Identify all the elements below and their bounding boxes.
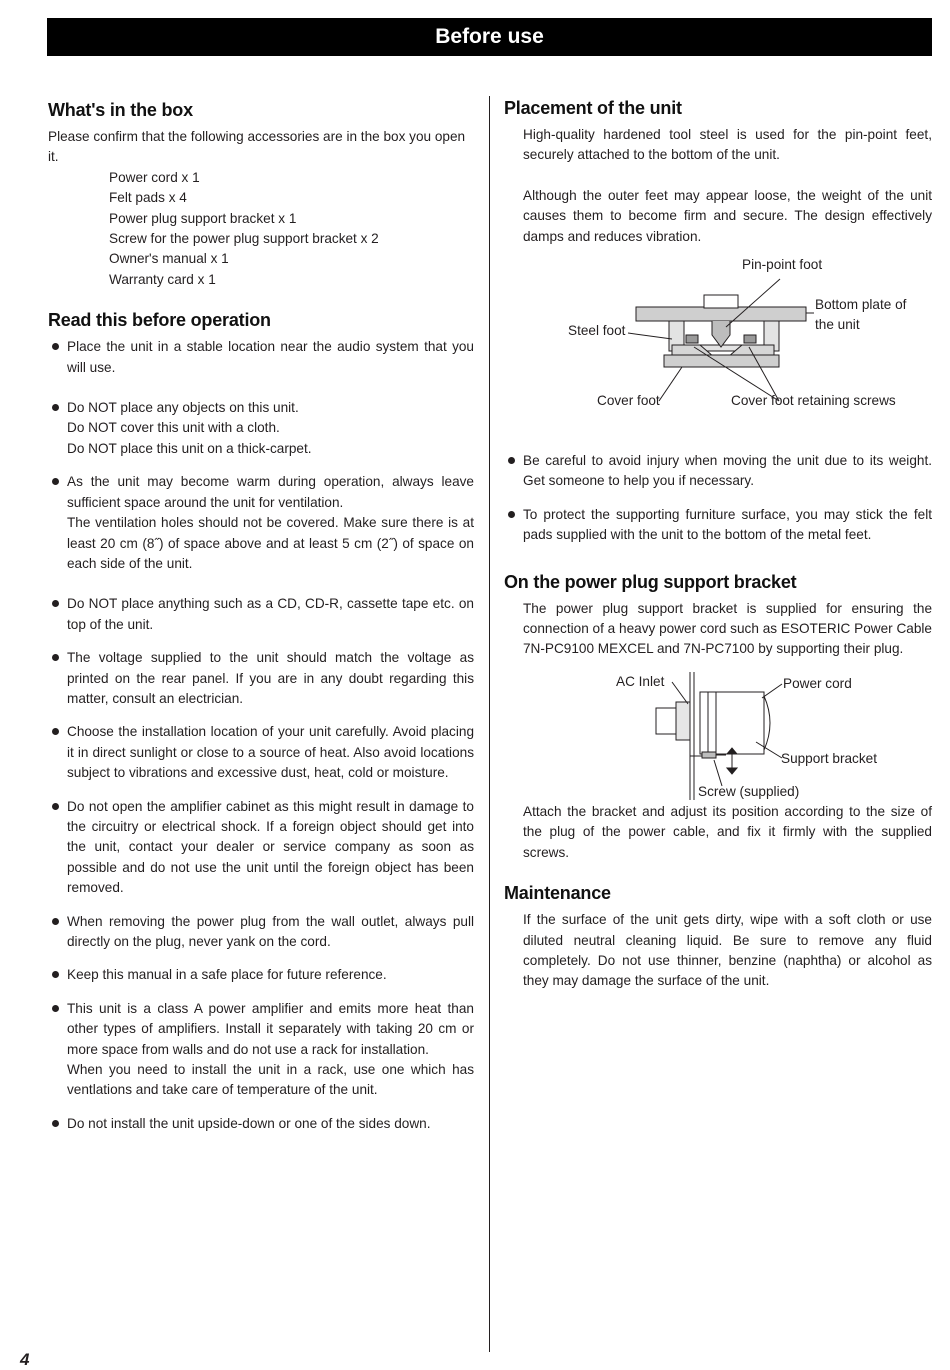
bullet-text: The voltage supplied to the unit should match the voltage as printed on the rear panel. If you are in any doubt regarding this matter, consult an electrician. — [67, 650, 474, 706]
section-title: Before use — [435, 25, 544, 48]
label-pin-point-foot: Pin-point foot — [742, 257, 823, 273]
bullet-icon — [52, 600, 59, 607]
list-item: Power cord x 1 — [109, 169, 200, 185]
bracket-paragraph-2: Attach the bracket and adjust its position according to the size of the plug of the power cable, and fix it firmly with the supplied screws. — [523, 803, 932, 860]
foot-diagram — [504, 257, 932, 479]
bullet-item — [48, 999, 474, 1101]
bullet-icon — [52, 478, 59, 485]
column-divider — [489, 96, 490, 1352]
bullet-icon — [52, 971, 59, 978]
page-number: 4 — [20, 1350, 30, 1369]
heading-read-before-operation: Read this before operation — [48, 310, 271, 331]
bullet-text: When you need to install the unit in a rack, use one which has ventlations and take care of temperature of the unit. — [67, 1062, 474, 1098]
bullet-text: Be careful to avoid injury when moving the unit due to its weight. Get someone to help you if necessary. — [523, 453, 932, 489]
bullet-text: Choose the installation location of your unit carefully. Avoid placing it in direct sunlight or close to a source of heat. Also avoid locations subject to vibrations and excessive dust, heat, cold or moisture. — [67, 724, 474, 781]
bullet-item — [48, 797, 474, 899]
bullet-icon — [52, 803, 59, 810]
list-item: Power plug support bracket x 1 — [109, 210, 297, 226]
bullet-item — [48, 337, 474, 378]
bullet-text: Do NOT cover this unit with a cloth. — [67, 420, 280, 436]
bullet-icon — [52, 918, 59, 925]
right-column — [504, 96, 932, 992]
label-bottom-plate-line1: Bottom plate of — [815, 297, 907, 313]
bullet-icon — [52, 728, 59, 735]
bullet-item — [504, 451, 932, 492]
list-item: Screw for the power plug support bracket x 2 — [109, 231, 379, 247]
placement-paragraph-2: Although the outer feet may appear loose, the weight of the unit causes them to become firm and secure. The design effectively damps and reduces vibration. — [523, 187, 932, 244]
heading-power-plug-bracket: On the power plug support bracket — [504, 571, 797, 592]
bullet-item — [48, 472, 474, 574]
label-bottom-plate-line2: the unit — [815, 317, 860, 333]
bullet-text: The ventilation holes should not be covered. Make sure there is at least 20 cm (8˝) of space above and at least 5 cm (2˝) of space on each side of the unit. — [67, 515, 474, 571]
placement-paragraph-1: High-quality hardened tool steel is used for the pin-point feet, securely attached to the bottom of the unit. — [523, 127, 932, 163]
bullet-icon — [52, 1005, 59, 1012]
bullet-text: Do not install the unit upside-down or one of the sides down. — [67, 1115, 431, 1131]
bracket-paragraph-1: The power plug support bracket is supplied for ensuring the connection of a heavy power cord such as ESOTERIC Power Cable 7N-PC9100 MEXCEL and 7N-PC7100 by supporting their plug. — [523, 600, 932, 657]
heading-whats-in-the-box: What's in the box — [48, 100, 193, 120]
bullet-text: Place the unit in a stable location near the audio system that you will use. — [67, 339, 474, 375]
box-intro: Please confirm that the following accessories are in the box you open it. — [48, 129, 466, 165]
bullet-item — [48, 912, 474, 953]
left-column — [48, 96, 474, 1134]
bullet-icon — [52, 1120, 59, 1127]
bullet-text: This unit is a class A power amplifier and emits more heat than other types of amplifiers. Install it separately with taking 20 cm or more space from walls and do not use a rack for installation. — [67, 1000, 474, 1057]
accessory-list — [48, 168, 474, 290]
bullet-text: To protect the supporting furniture surface, you may stick the felt pads supplied with the unit to the bottom of the metal feet. — [523, 506, 932, 543]
list-item: Felt pads x 4 — [109, 190, 187, 206]
label-cover-foot-screws: Cover foot retaining screws — [731, 393, 896, 409]
bullet-text: Do not open the amplifier cabinet as this might result in damage to the circuitry or electrical shock. If a foreign object should get into the unit, contact your dealer or service company as soon as possible and do not use the unit until the foreign object has been removed. — [67, 798, 474, 896]
heading-maintenance: Maintenance — [504, 883, 611, 904]
bullet-item — [48, 722, 474, 783]
list-item: Owner's manual x 1 — [109, 251, 229, 267]
label-steel-foot: Steel foot — [568, 323, 626, 339]
section-header-bar — [47, 18, 932, 56]
bullet-icon — [52, 343, 59, 350]
list-item: Warranty card x 1 — [109, 271, 216, 287]
bullet-item — [504, 505, 932, 546]
bullet-icon — [508, 511, 515, 518]
bullet-text: When removing the power plug from the wall outlet, always pull directly on the plug, never yank on the cord. — [67, 913, 474, 949]
bullet-text: Do NOT place anything such as a CD, CD-R, cassette tape etc. on top of the unit. — [67, 596, 474, 632]
bullet-item — [48, 594, 474, 635]
bullet-item — [48, 965, 474, 985]
label-cover-foot: Cover foot — [597, 393, 660, 409]
bracket-diagram — [504, 668, 932, 818]
label-ac-inlet: AC Inlet — [616, 673, 665, 689]
bullet-text: Keep this manual in a safe place for future reference. — [67, 967, 387, 983]
bullet-icon — [508, 457, 515, 464]
label-support-bracket: Support bracket — [781, 750, 877, 766]
heading-placement: Placement of the unit — [504, 98, 682, 118]
label-power-cord: Power cord — [783, 675, 852, 691]
bullet-icon — [52, 654, 59, 661]
bullet-text: Do NOT place any objects on this unit. — [67, 400, 299, 416]
bullet-item — [48, 648, 474, 709]
bullet-text: As the unit may become warm during operation, always leave sufficient space around the unit for ventilation. — [67, 474, 474, 510]
maintenance-paragraph: If the surface of the unit gets dirty, wipe with a soft cloth or use diluted neutral cleaning liquid. Be sure to remove any fluid completely. Do not use thinner, benzine (naphtha) or alcohol as they may damage the surface of the unit. — [523, 912, 932, 989]
bullet-item — [48, 398, 474, 459]
bullet-text: Do NOT place this unit on a thick-carpet. — [67, 440, 312, 456]
bullet-item — [48, 1114, 474, 1134]
label-screw-supplied: Screw (supplied) — [698, 783, 800, 799]
bullet-icon — [52, 404, 59, 411]
